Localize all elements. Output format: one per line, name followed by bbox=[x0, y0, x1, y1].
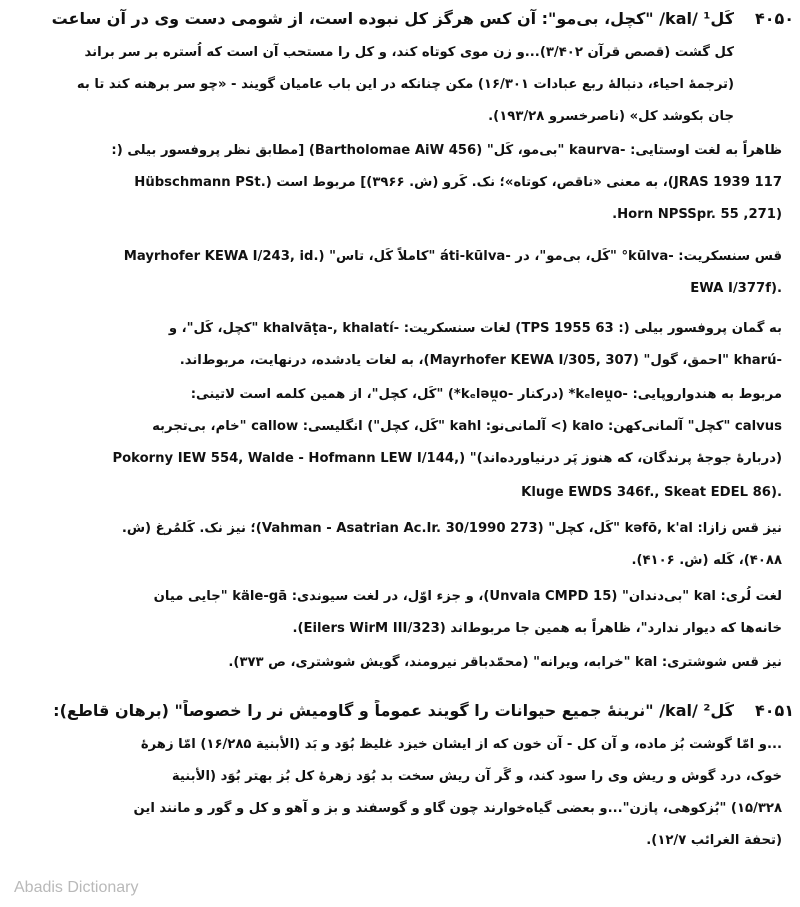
entry-line: .(EWA I/377f bbox=[690, 281, 782, 296]
entry-line: قس سنسکریت: -kūlva° "کَل، بی‌مو"، در -áti-kūlva "کاملاً کَل، تاس" (.Mayrhofer KEWA I/243, id bbox=[123, 249, 782, 264]
entry-line: (ترجمهٔ احیاء، دنبالهٔ ربع عبادات ۱۶/۳۰۱) مکن چنانکه در این باب عامیان گویند - «چو سر برهنه کند تا به bbox=[76, 77, 734, 92]
entry-line: calvus "کچل" آلمانی‌کهن: kalo (> آلمانی‌نو: kahl "کَل، کچل") انگلیسی: callow "خام، بی‌تجربه bbox=[152, 419, 782, 434]
entry-line: لغت لُری: kal "بی‌دندان" (Unvala CMPD 15)، و جزء اوّل، در لغت سیوندی: käle-gā "جایی میان bbox=[153, 589, 782, 604]
entry-line: JRAS 1939 117)، به معنی «ناقص، کوتاه»؛ نک. کَرو (ش. ۳۹۶۶)] مربوط است (.Hübschmann PSt bbox=[134, 175, 782, 190]
entry-line: نیز قس شوشتری: kal "خرابه، ویرانه" (محمّدباقر نیرومند، گویش شوشتری، ص ۳۷۳). bbox=[228, 655, 782, 670]
entry-line: نیز قس زازا: kəfō, k'al "کَل، کچل" (Vahman - Asatrian Ac.Ir. 30/1990 273)؛ نیز نک. کَلمُرغ (ش. bbox=[121, 521, 782, 536]
entry-line: (271, Horn NPSSpr. 55. bbox=[612, 207, 782, 222]
entry-line: ۴۰۸۸)، کَله (ش. ۴۱۰۶). bbox=[631, 553, 782, 568]
entry-number: ۴۰۵۰ bbox=[754, 9, 794, 28]
entry-line: خانه‌ها که دیوار ندارد"، ظاهراً به همین جا مربوط‌اند (Eilers WirM III/323). bbox=[292, 621, 782, 636]
watermark: Abadis Dictionary bbox=[14, 879, 139, 896]
entry-line: خوک، درد گوش و ریش وی را سود کند، و گَر آن ریش سخت بد بُوَد زهرهٔ کل بُز بهتر بُوَد (الأبنیة bbox=[171, 769, 782, 784]
entry-number: ۴۰۵۱ bbox=[754, 701, 794, 720]
entry-line: کل گشت (قصص قرآن ۳/۴۰۲)...و زن موی کوتاه کند، و کل را مستحب آن است که اُستره بر سر براند bbox=[84, 45, 734, 60]
entry-line: کَل² /kal/ "نرینهٔ جمیع حیوانات را گویند عموماً و گاومیش نر را خصوصاً" (برهان قاطع): bbox=[53, 701, 734, 720]
entry-line: -kharú "احمق، گول" (Mayrhofer KEWA I/305, 307)، به لغات یادشده، درنهایت، مربوط‌اند. bbox=[179, 353, 782, 368]
entry-line: .(Kluge EWDS 346f., Skeat EDEL 86 bbox=[521, 485, 782, 500]
entry-line: مربوط به هندواروپایی: -kₑleu̯o* (درکنار -kₑlǝu̯o*) "کَل، کچل"، از همین کلمه است لاتینی: bbox=[190, 387, 782, 402]
entry-line: ...و امّا گوشت بُز ماده، و آن کل - آن خون که از ایشان خیزد غلیظ بُوَد و بَد (الأبنیة ۱۶/۲۸۵) امّا زهرهٔ bbox=[140, 737, 782, 752]
entry-line: ظاهراً به لغت اوستایی: -kaurva "بی‌مو، کَل" (Bartholomae AiW 456) [مطابق نظر پروفسور بیلی (: bbox=[111, 143, 782, 158]
entry-line: جان بکوشد کل» (ناصرخسرو ۱۹۳/۲۸). bbox=[488, 109, 734, 124]
entry-line: به گمان پروفسور بیلی (: TPS 1955 63) لغات سنسکریت: -khalvāṭa-, khalatí "کچل، کَل"، و bbox=[168, 321, 782, 336]
entry-line: کَل¹ /kal/ "کچل، بی‌مو": آن کس هرگز کل نبوده است، از شومی دست وی در آن ساعت bbox=[51, 9, 734, 28]
entry-line: ۱۵/۳۲۸) "بُزکوهی، پازن"...و بعضی گیاه‌خوارند چون گاو و گوسفند و بز و آهو و کل و گور و مانند این bbox=[133, 801, 782, 816]
entry-line: (تحفة الغرائب ۱۲/۷). bbox=[646, 833, 782, 848]
entry-line: (دربارهٔ جوجهٔ پرندگان، که هنوز پَر درنیاورده‌اند)" (,Pokorny IEW 554, Walde - Hofmann LEW I/144 bbox=[112, 451, 782, 466]
